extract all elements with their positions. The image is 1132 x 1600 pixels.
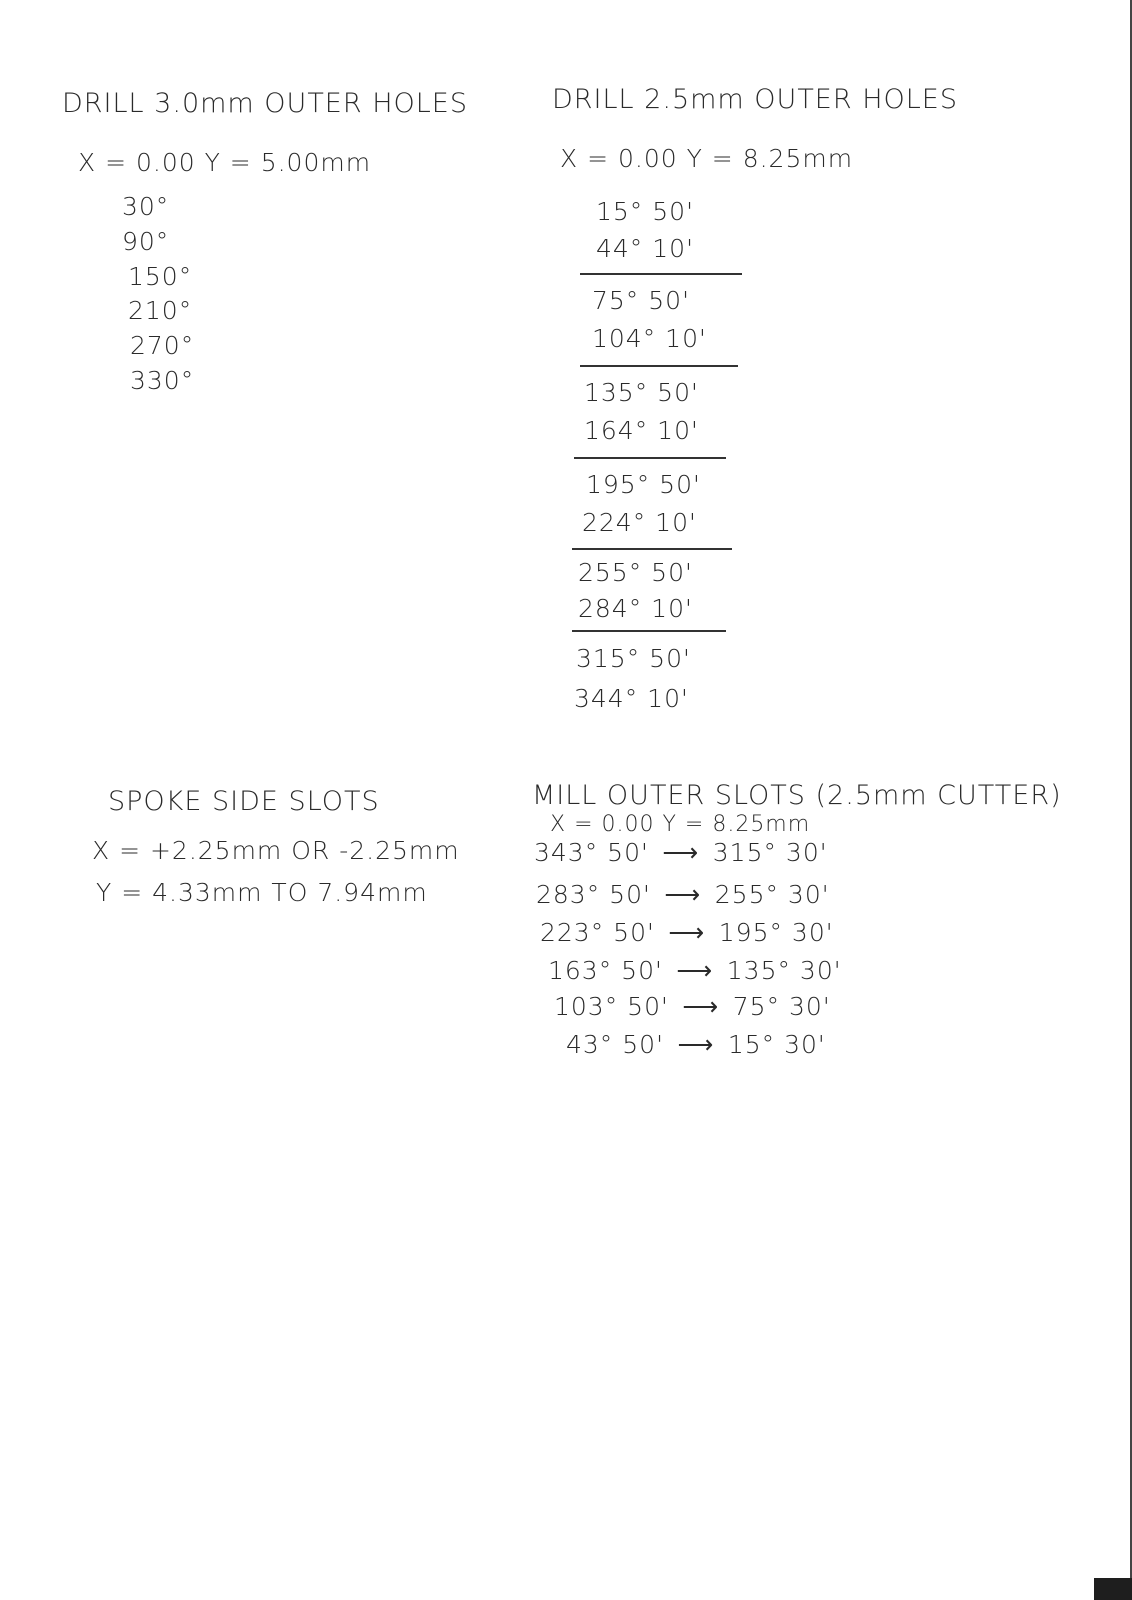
arrow-icon: ⟶ [664,880,702,909]
mill-slot-to: 315° 30' [712,838,828,867]
mill-slot-row [554,992,831,1021]
divider [572,548,732,550]
arrow-icon: ⟶ [662,838,700,867]
right-angle: 255° 50' [578,558,693,587]
left-angle: 270° [130,331,195,360]
arrow-icon: ⟶ [668,918,706,947]
left-angle: 30° [122,192,170,221]
mill-slot-from: 103° 50' [554,992,669,1021]
right-angle: 284° 10' [578,594,693,623]
mill-slot-row [548,956,842,985]
mill-slot-to: 195° 30' [718,918,834,947]
right-angle: 75° 50' [592,286,690,315]
right-angle: 135° 50' [584,378,699,407]
left-angle: 210° [128,296,193,325]
right-holes-title: DRILL 2.5mm OUTER HOLES [552,84,959,115]
right-angle: 195° 50' [586,470,701,499]
arrow-icon: ⟶ [676,956,714,985]
mill-slot-row [536,880,830,909]
spoke-slots-x: X = +2.25mm OR -2.25mm [92,836,460,865]
left-holes-coords: X = 0.00 Y = 5.00mm [78,148,372,177]
divider [580,273,742,275]
mill-slot-from: 223° 50' [540,918,655,947]
spoke-slots-title: SPOKE SIDE SLOTS [108,786,380,817]
right-holes-coords: X = 0.00 Y = 8.25mm [560,144,854,173]
left-holes-title: DRILL 3.0mm OUTER HOLES [62,88,469,119]
right-angle: 164° 10' [584,416,699,445]
right-angle: 224° 10' [582,508,697,537]
mill-slot-from: 163° 50' [548,956,663,985]
mill-slots-coords: X = 0.00 Y = 8.25mm [550,812,811,837]
divider [574,457,726,459]
mill-slot-to: 15° 30' [727,1030,826,1059]
mill-slots-title: MILL OUTER SLOTS (2.5mm CUTTER) [532,780,1062,811]
mill-slot-from: 343° 50' [534,838,649,867]
right-angle: 315° 50' [576,644,691,673]
divider [580,365,738,367]
left-angle: 150° [128,262,193,291]
mill-slot-to: 135° 30' [726,956,842,985]
right-angle: 44° 10' [596,234,694,263]
spoke-slots-y: Y = 4.33mm TO 7.94mm [96,878,428,907]
mill-slot-to: 255° 30' [714,880,830,909]
mill-slot-row [540,918,834,947]
mill-slot-from: 283° 50' [536,880,651,909]
right-angle: 104° 10' [592,324,707,353]
left-angle: 90° [122,227,170,256]
arrow-icon: ⟶ [677,1030,715,1059]
mill-slot-row [534,838,828,867]
mill-slot-from: 43° 50' [566,1030,664,1059]
scan-corner [1094,1578,1132,1600]
divider [572,630,726,632]
left-angle: 330° [130,366,195,395]
right-angle: 15° 50' [596,197,694,226]
right-angle: 344° 10' [574,684,689,713]
mill-slot-row [566,1030,826,1059]
mill-slot-to: 75° 30' [732,992,831,1021]
arrow-icon: ⟶ [682,992,720,1021]
